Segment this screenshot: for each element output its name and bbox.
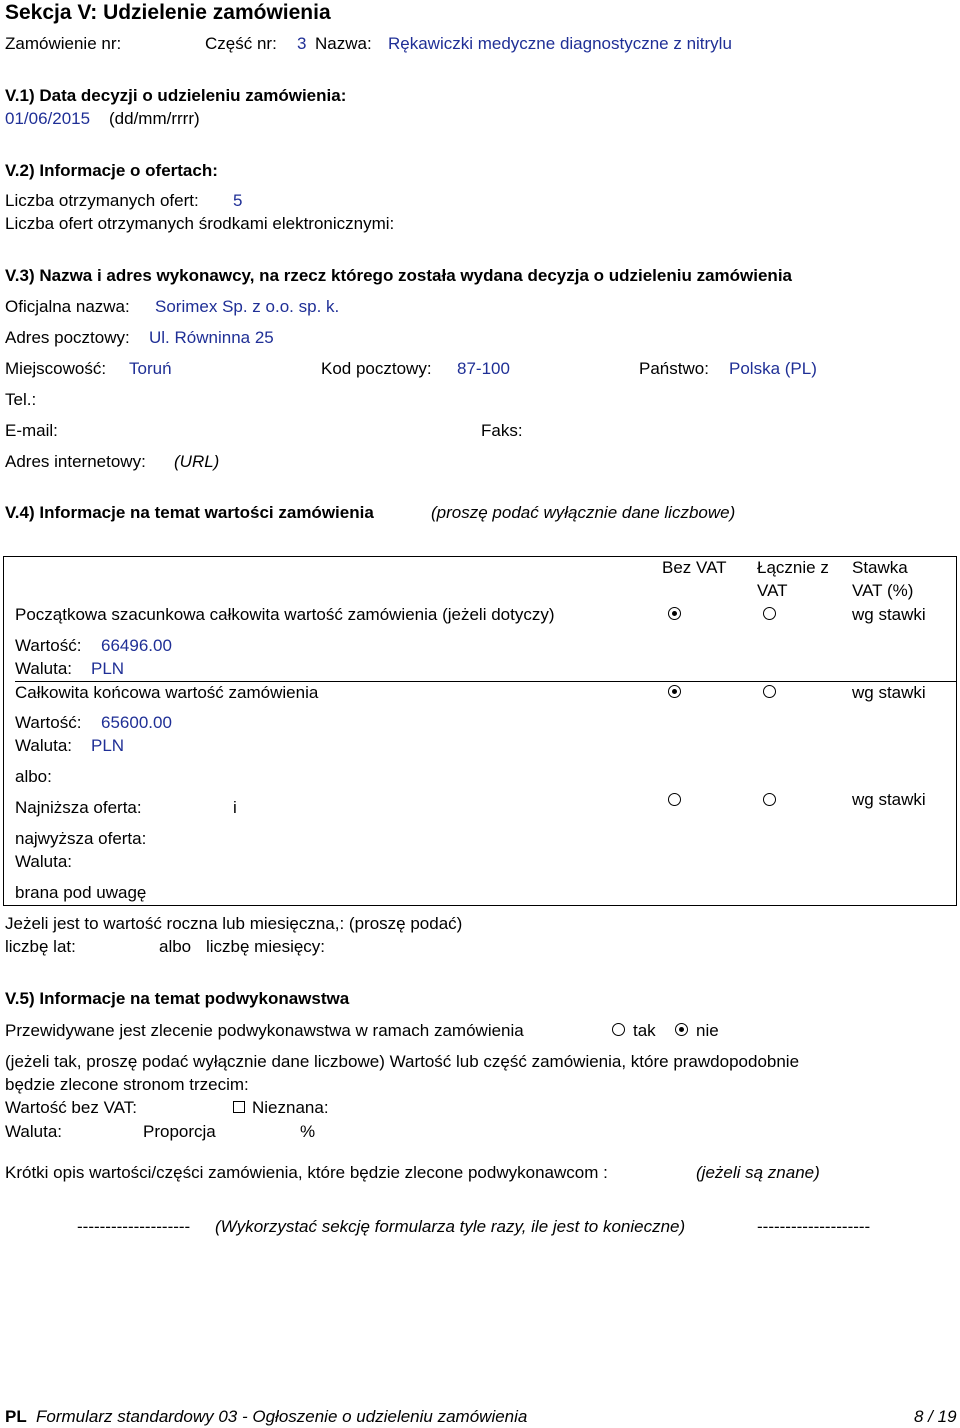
date-format: (dd/mm/rrrr) (109, 109, 200, 128)
initial-rate-value: wg stawki (852, 605, 926, 624)
fax-label: Faks: (481, 421, 523, 440)
subcontract-no-radio[interactable] (675, 1023, 688, 1036)
percent-label: % (300, 1122, 316, 1141)
order-number-label: Zamówienie nr: (5, 34, 122, 53)
subcontract-detail-line2: będzie zlecone stronom trzecim: (5, 1075, 249, 1094)
section-title: Sekcja V: Udzielenie zamówienia (5, 1, 331, 24)
website-label: Adres internetowy: (5, 452, 146, 471)
city-value: Toruń (129, 359, 172, 378)
subcontract-no-label: nie (696, 1021, 719, 1040)
range-gross-radio[interactable] (763, 793, 776, 806)
range-net-radio[interactable] (668, 793, 681, 806)
order-name-value: Rękawiczki medyczne diagnostyczne z nitrylu (388, 34, 732, 53)
final-currency-value: PLN (91, 736, 125, 755)
postal-address-value: Ul. Równinna 25 (149, 328, 274, 347)
footer-country-code: PL (5, 1407, 27, 1426)
initial-currency-label: Waluta: (15, 659, 73, 678)
proportion-label: Proporcja (143, 1122, 216, 1141)
subcontract-detail-line1: (jeżeli tak, proszę podać wyłącznie dane liczbowe) Wartość lub część zamówienia, które prawdopodobnie (5, 1052, 800, 1071)
offers-received-label: Liczba otrzymanych ofert: (5, 191, 199, 210)
subcontract-net-label: Wartość bez VAT: (5, 1098, 137, 1117)
v4-heading: V.4) Informacje na temat wartości zamówienia (5, 503, 374, 522)
final-net-radio[interactable] (668, 685, 681, 698)
col-rate-header-1: Stawka (852, 558, 908, 577)
subcontract-currency-label: Waluta: (5, 1122, 63, 1141)
final-amount-label: Wartość: (15, 713, 82, 732)
repeat-dashes-left: -------------------- (77, 1217, 191, 1236)
repeat-dashes-right: -------------------- (757, 1217, 871, 1236)
subcontract-desc-label: Krótki opis wartości/części zamówienia, które będzie zlecone podwykonawcom : (5, 1163, 608, 1182)
order-name-label: Nazwa: (315, 34, 372, 53)
country-label: Państwo: (639, 359, 709, 378)
col-net-header: Bez VAT (662, 558, 727, 577)
subcontract-yes-label: tak (633, 1021, 656, 1040)
final-value-label: Całkowita końcowa wartość zamówienia (15, 683, 319, 702)
initial-currency-value: PLN (91, 659, 125, 678)
part-number-label: Część nr: (205, 34, 277, 53)
v4-hint: (proszę podać wyłącznie dane liczbowe) (431, 503, 736, 522)
v3-heading: V.3) Nazwa i adres wykonawcy, na rzecz którego została wydana decyzja o udzieleniu zamówienia (5, 266, 792, 285)
postal-code-label: Kod pocztowy: (321, 359, 432, 378)
offers-received-value: 5 (233, 191, 243, 210)
postal-address-label: Adres pocztowy: (5, 328, 130, 347)
final-gross-radio[interactable] (763, 685, 776, 698)
unknown-checkbox[interactable] (233, 1101, 245, 1113)
years-label: liczbę lat: (5, 937, 76, 956)
final-rate-value: wg stawki (852, 683, 926, 702)
tel-label: Tel.: (5, 390, 37, 409)
offers-electronic-label: Liczba ofert otrzymanych środkami elektronicznymi: (5, 214, 395, 233)
or-label: albo: (15, 767, 52, 786)
considered-label: brana pod uwagę (15, 883, 147, 902)
country-value: Polska (PL) (729, 359, 817, 378)
initial-amount-label: Wartość: (15, 636, 82, 655)
col-gross-header-1: Łącznie z (757, 558, 829, 577)
website-hint: (URL) (174, 452, 220, 471)
range-rate-value: wg stawki (852, 790, 926, 809)
final-amount-value: 65600.00 (101, 713, 172, 732)
subcontract-desc-hint: (jeżeli są znane) (696, 1163, 820, 1182)
decision-date: 01/06/2015 (5, 109, 91, 128)
unknown-label: Nieznana: (252, 1098, 329, 1117)
part-number-value: 3 (297, 34, 307, 53)
initial-value-label: Początkowa szacunkowa całkowita wartość zamówienia (jeżeli dotyczy) (15, 605, 555, 624)
or2-label: albo (159, 937, 192, 956)
footer-page-number: 8 / 19 (914, 1407, 957, 1426)
initial-net-radio[interactable] (668, 607, 681, 620)
range-currency-label: Waluta: (15, 852, 73, 871)
subcontract-planned-label: Przewidywane jest zlecenie podwykonawstwa w ramach zamówienia (5, 1021, 524, 1040)
col-rate-header-2: VAT (%) (852, 581, 914, 600)
v1-heading: V.1) Data decyzji o udzieleniu zamówienia: (5, 86, 347, 105)
subcontract-yes-radio[interactable] (612, 1023, 625, 1036)
highest-offer-label: najwyższa oferta: (15, 829, 147, 848)
annual-value-label: Jeżeli jest to wartość roczna lub miesięczna,: (proszę podać) (5, 914, 463, 933)
lowest-offer-label: Najniższa oferta: (15, 798, 142, 817)
initial-amount-value: 66496.00 (101, 636, 172, 655)
city-label: Miejscowość: (5, 359, 107, 378)
repeat-note-text: (Wykorzystać sekcję formularza tyle razy, ile jest to konieczne) (215, 1217, 686, 1236)
v5-heading: V.5) Informacje na temat podwykonawstwa (5, 989, 350, 1008)
postal-code-value: 87-100 (457, 359, 510, 378)
official-name-label: Oficjalna nazwa: (5, 297, 130, 316)
col-gross-header-2: VAT (757, 581, 788, 600)
final-currency-label: Waluta: (15, 736, 73, 755)
v2-heading: V.2) Informacje o ofertach: (5, 161, 218, 180)
footer-form-name: Formularz standardowy 03 - Ogłoszenie o udzieleniu zamówienia (36, 1407, 528, 1426)
official-name-value: Sorimex Sp. z o.o. sp. k. (155, 297, 340, 316)
email-label: E-mail: (5, 421, 58, 440)
initial-gross-radio[interactable] (763, 607, 776, 620)
and-label: i (233, 798, 237, 817)
months-label: liczbę miesięcy: (206, 937, 326, 956)
